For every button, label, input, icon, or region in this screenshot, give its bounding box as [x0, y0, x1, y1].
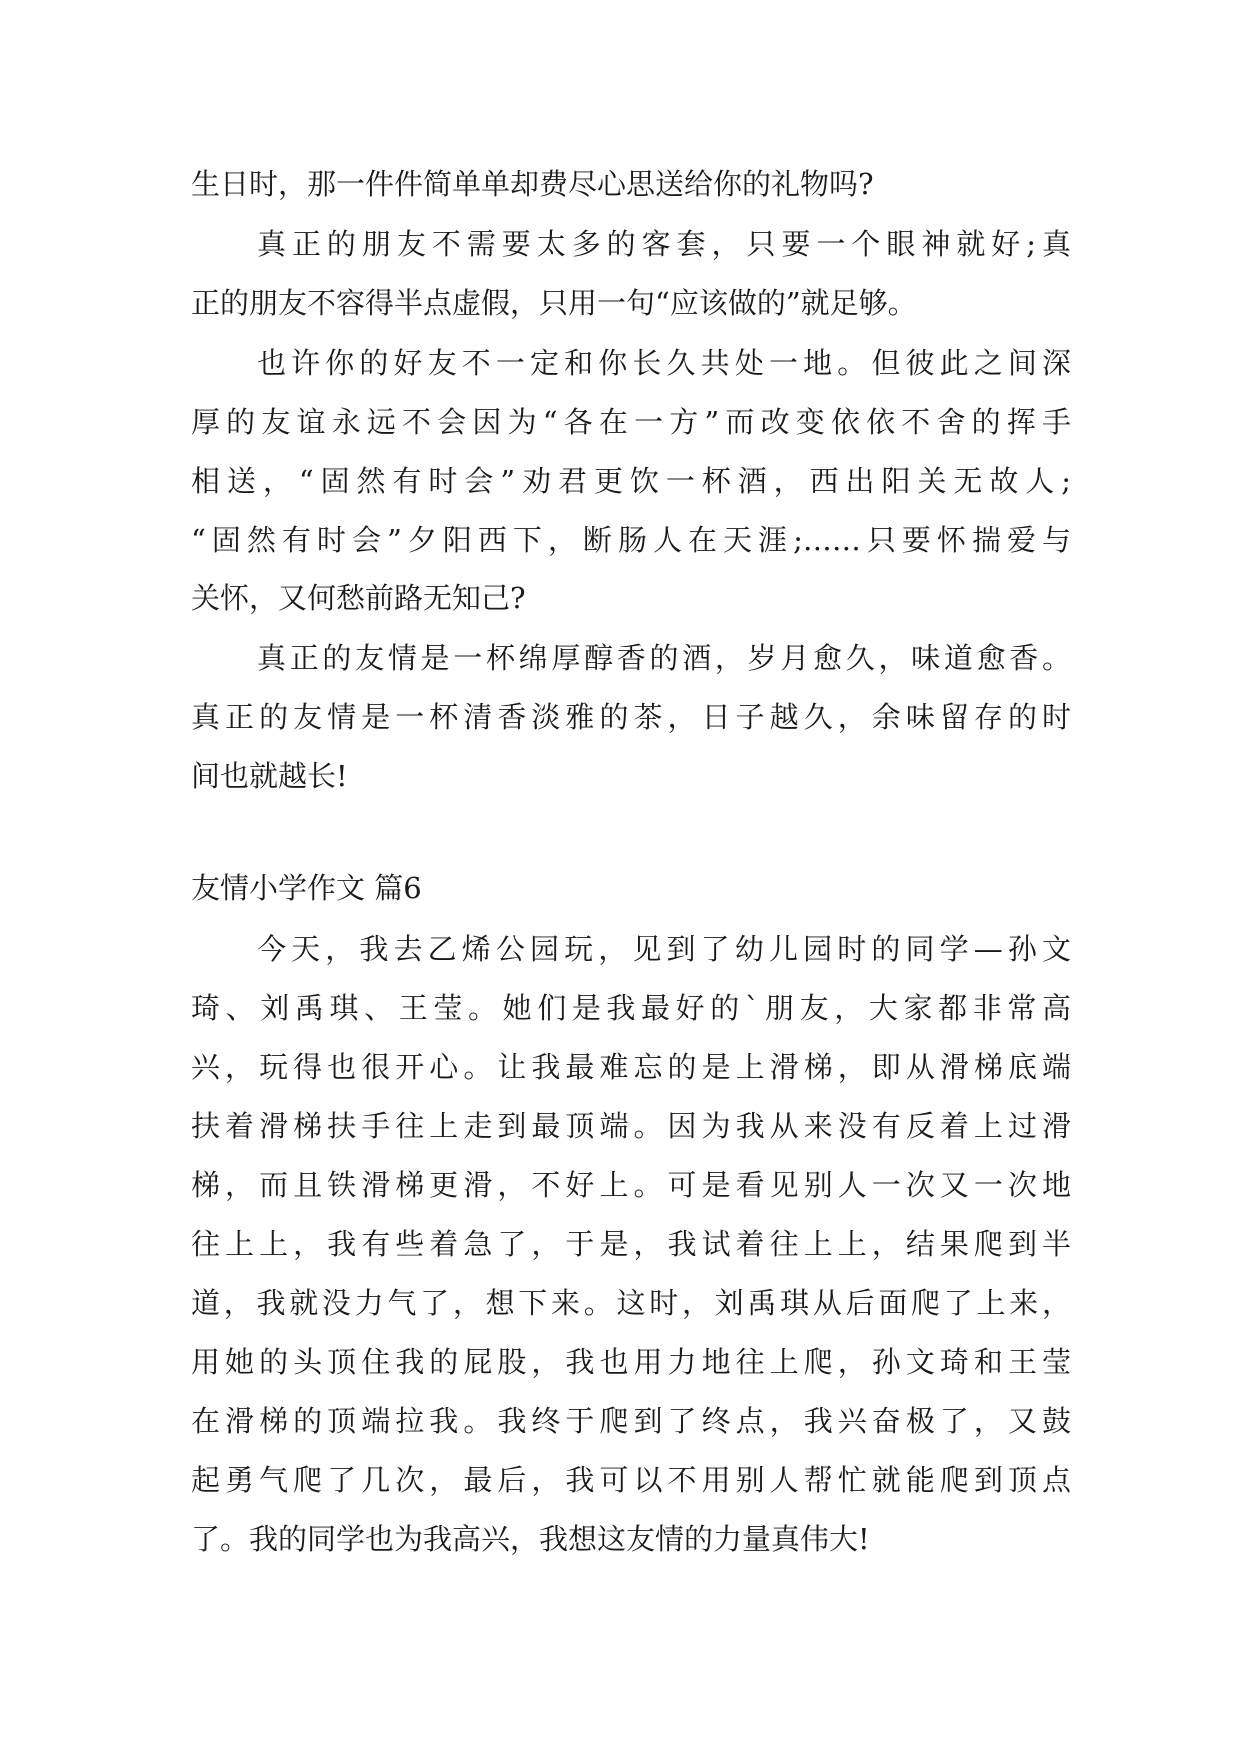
text-line: 真正的友情是一杯清香淡雅的茶，日子越久，余味留存的时: [191, 700, 1071, 734]
text-line: 间也就越长!: [191, 759, 348, 793]
text-line: 用她的头顶住我的屁股，我也用力地往上爬，孙文琦和王莹: [191, 1345, 1071, 1379]
text-line: “固然有时会”夕阳西下，断肠人在天涯;……只要怀揣爱与: [191, 523, 1071, 557]
text-line: 生日时，那一件件简单单却费尽心思送给你的礼物吗?: [191, 167, 874, 201]
text-line: 扶着滑梯扶手往上走到最顶端。因为我从来没有反着上过滑: [191, 1109, 1071, 1143]
text-line: 了。我的同学也为我高兴，我想这友情的力量真伟大!: [191, 1522, 870, 1556]
text-line: 琦、刘禹琪、王莹。她们是我最好的`朋友，大家都非常高: [191, 991, 1071, 1025]
text-line: 真正的朋友不需要太多的客套，只要一个眼神就好;真: [257, 227, 1071, 261]
text-line: 在滑梯的顶端拉我。我终于爬到了终点，我兴奋极了，又鼓: [191, 1404, 1071, 1438]
text-line: 也许你的好友不一定和你长久共处一地。但彼此之间深: [257, 346, 1071, 380]
text-line: 往上上，我有些着急了，于是，我试着往上上，结果爬到半: [191, 1227, 1071, 1261]
section-heading: 友情小学作文 篇6: [191, 871, 422, 905]
text-line: 道，我就没力气了，想下来。这时，刘禹琪从后面爬了上来，: [191, 1286, 1071, 1320]
text-line: 厚的友谊永远不会因为“各在一方”而改变依依不舍的挥手: [191, 405, 1071, 439]
text-line: 正的朋友不容得半点虚假，只用一句“应该做的”就足够。: [191, 286, 917, 320]
text-line: 梯，而且铁滑梯更滑，不好上。可是看见别人一次又一次地: [191, 1168, 1071, 1202]
text-line: 相送，“固然有时会”劝君更饮一杯酒，西出阳关无故人;: [191, 464, 1071, 498]
text-line: 真正的友情是一杯绵厚醇香的酒，岁月愈久，味道愈香。: [257, 641, 1071, 675]
text-line: 今天，我去乙烯公园玩，见到了幼儿园时的同学—孙文: [257, 932, 1071, 966]
text-line: 关怀，又何愁前路无知己?: [191, 581, 526, 615]
text-line: 兴，玩得也很开心。让我最难忘的是上滑梯，即从滑梯底端: [191, 1050, 1071, 1084]
text-line: 起勇气爬了几次，最后，我可以不用别人帮忙就能爬到顶点: [191, 1463, 1071, 1497]
